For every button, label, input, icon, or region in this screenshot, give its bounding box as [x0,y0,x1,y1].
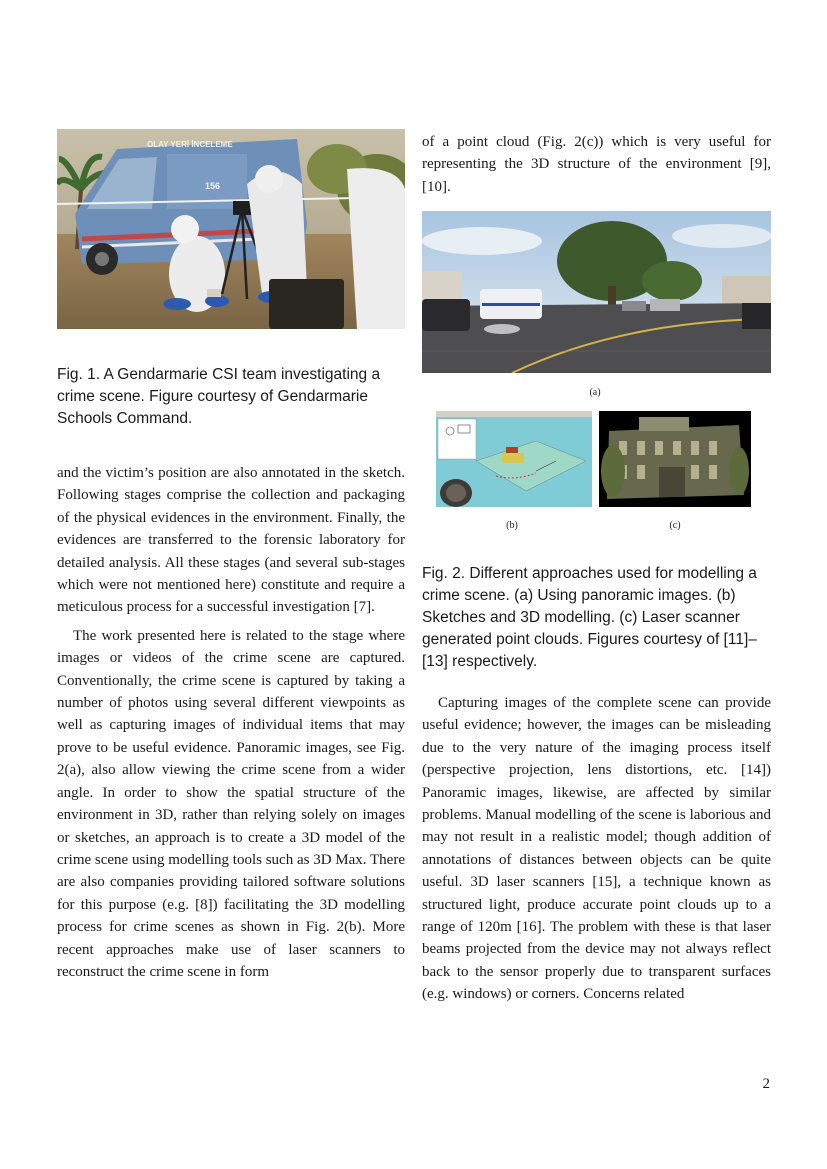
point-cloud-image [599,411,751,507]
van-lettering: OLAY YERİ İNCELEME [147,140,233,149]
figure-2a-label: (a) [589,387,601,398]
paragraph-2: The work presented here is related to the stage where images or videos of the crime scene are captured. Conventionally, the crime scene is captured by taking a number of photos using several different viewpoints as well as capturing images of individual items that may prove to be useful evidence. Panoramic images, see Fig. 2(a), also allow viewing the crime scene from a wider angle. In order to show the spatial structure of the environment in 3D, rather than relying solely on images or sketches, an approach is to create a 3D model of the crime scene using modelling tools such as 3D Max. There are also companies providing tailored software solutions for this purpose (e.g. [8]) facilitating the 3D modelling process for crime scenes as shown in Fig. 2(b). More recent approaches make use of laser scanners to reconstruct the crime scene in form [57,627,405,980]
paragraph-3: Capturing images of the complete scene can provide useful evidence; however, the images can be misleading due to the very nature of the imaging process itself (perspective projection, lens distortions, etc. [14]) Panoramic images, likewise, are affected by similar problems. Manual modelling of the scene is laborious and may not result in a realistic model; though addition of annotations of distances between objects can be quite useful. 3D laser scanners [15], a technique known as structured light, produce accurate point clouds up to a range of 120m [16]. The problem with these is that laser beams projected from the device may not always reflect back to the sensor properly due to transparent surfaces (e.g. windows) or corners. Concerns related [422,695,771,1003]
paragraph-intro: of a point cloud (Fig. 2(c)) which is very useful for representing the 3D structure of the environment [9], [10]. [422,134,771,195]
figure-2-caption: Fig. 2. Different approaches used for modelling a crime scene. (a) Using panoramic images. (b) Sketches and 3D modelling. (c) Laser scanner generated point clouds. Figures courtesy of [11]–[13] respectively. [422,565,757,670]
page-number: 2 [762,1076,770,1092]
figure-2b-sketch [436,411,592,507]
right-column-intro [422,131,771,198]
csi-team-photo [57,129,405,329]
sketch-3d-model-image [436,411,592,507]
figure-2a-panorama [422,211,771,373]
figure-2c-label: (c) [669,520,681,531]
paragraph-1: and the victim’s position are also annotated in the sketch. Following stages comprise the collection and packaging of the physical evidences in the environment. Finally, the evidences are transferred to the forensic laboratory for detailed analysis. All these stages (and several sub-stages which were not mentioned here) constitute and require a meticulous process for a successful investigation [7]. [57,465,405,616]
panorama-image [422,211,771,373]
left-column [57,462,405,983]
figure-1-caption: Fig. 1. A Gendarmarie CSI team investigating a crime scene. Figure courtesy of Gendarmarie Schools Command. [57,366,381,427]
figure-2b-label: (b) [506,520,518,531]
van-number: 156 [205,181,221,191]
right-column [422,692,771,1006]
figure-2c-point-cloud [599,411,751,507]
figure-1-photo [57,129,405,329]
